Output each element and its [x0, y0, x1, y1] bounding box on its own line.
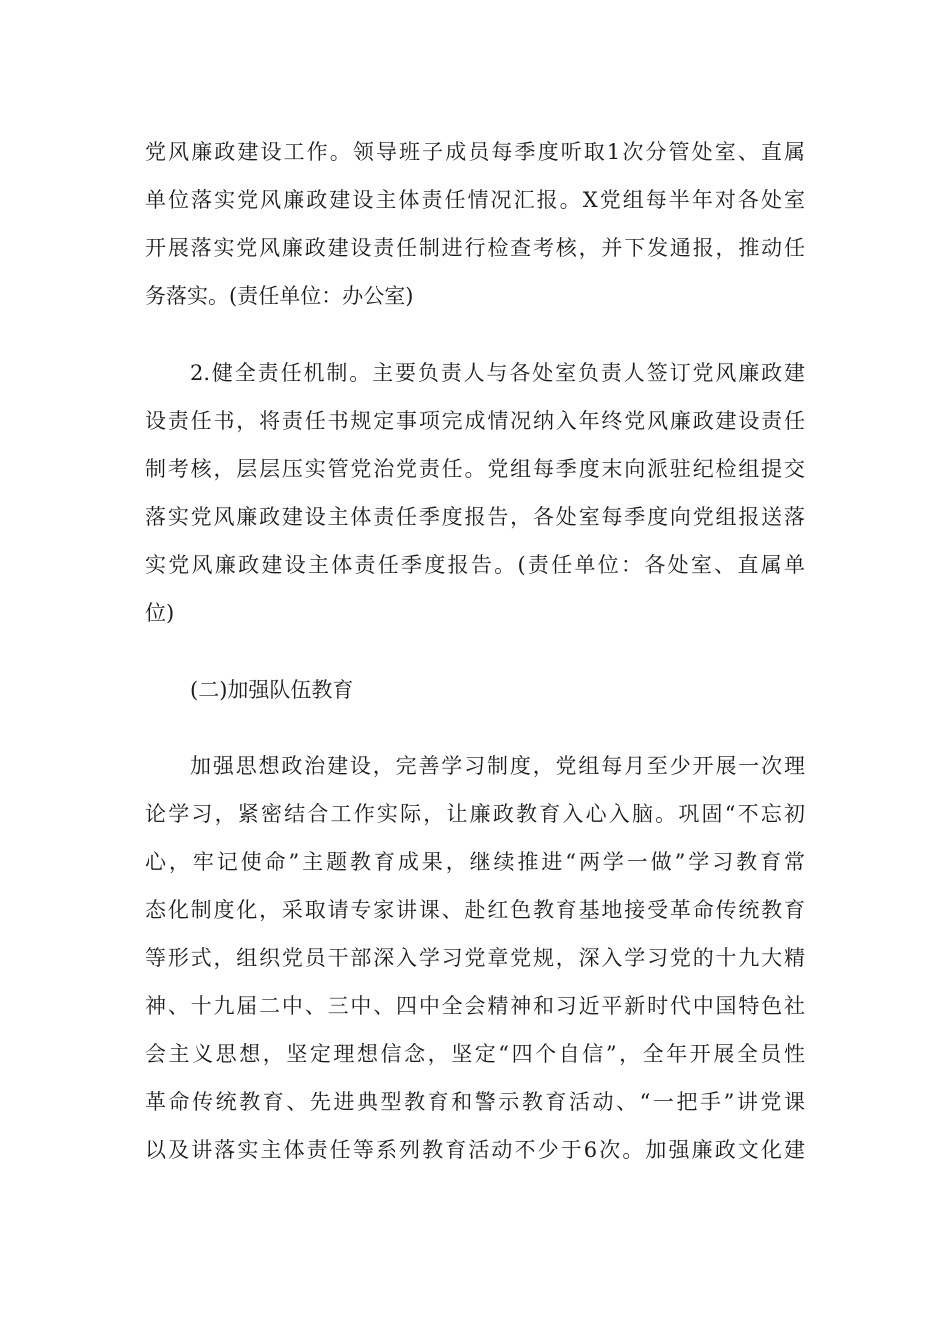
text-line: 2.健全责任机制。主要负责人与各处室负责人签订党风廉政建 — [190, 361, 805, 385]
text-line: 心，牢记使命”主题教育成果，继续推进“两学一做”学习教育常 — [145, 850, 805, 874]
text-line: 态化制度化，采取请专家讲课、赴红色教育基地接受革命传统教育 — [145, 898, 805, 922]
text-line: 革命传统教育、先进典型教育和警示教育活动、“一把手”讲党课 — [145, 1090, 805, 1114]
text-line: 设责任书，将责任书规定事项完成情况纳入年终党风廉政建设责任 — [145, 409, 805, 433]
text-line: 论学习，紧密结合工作实际，让廉政教育入心入脑。巩固“不忘初 — [145, 802, 805, 826]
text-line: 开展落实党风廉政建设责任制进行检查考核，并下发通报，推动任 — [145, 236, 805, 260]
section-heading: (二)加强队伍教育 — [190, 678, 354, 702]
text-line: 以及讲落实主体责任等系列教育活动不少于6次。加强廉政文化建 — [145, 1138, 805, 1162]
text-line: 实党风廉政建设主体责任季度报告。(责任单位：各处室、直属单 — [145, 553, 805, 577]
text-line: 务落实。(责任单位：办公室) — [145, 284, 414, 308]
text-line: 位) — [145, 601, 175, 625]
text-line: 等形式，组织党员干部深入学习党章党规，深入学习党的十九大精 — [145, 946, 805, 970]
text-line: 制考核，层层压实管党治党责任。党组每季度末向派驻纪检组提交 — [145, 457, 805, 481]
text-line: 神、十九届二中、三中、四中全会精神和习近平新时代中国特色社 — [145, 994, 805, 1018]
text-line: 单位落实党风廉政建设主体责任情况汇报。X党组每半年对各处室 — [145, 188, 805, 212]
text-line: 党风廉政建设工作。领导班子成员每季度听取1次分管处室、直属 — [145, 140, 805, 164]
text-line: 加强思想政治建设，完善学习制度，党组每月至少开展一次理 — [190, 754, 805, 778]
text-line: 会主义思想，坚定理想信念，坚定“四个自信”，全年开展全员性 — [145, 1042, 805, 1066]
text-line: 落实党风廉政建设主体责任季度报告，各处室每季度向党组报送落 — [145, 505, 805, 529]
